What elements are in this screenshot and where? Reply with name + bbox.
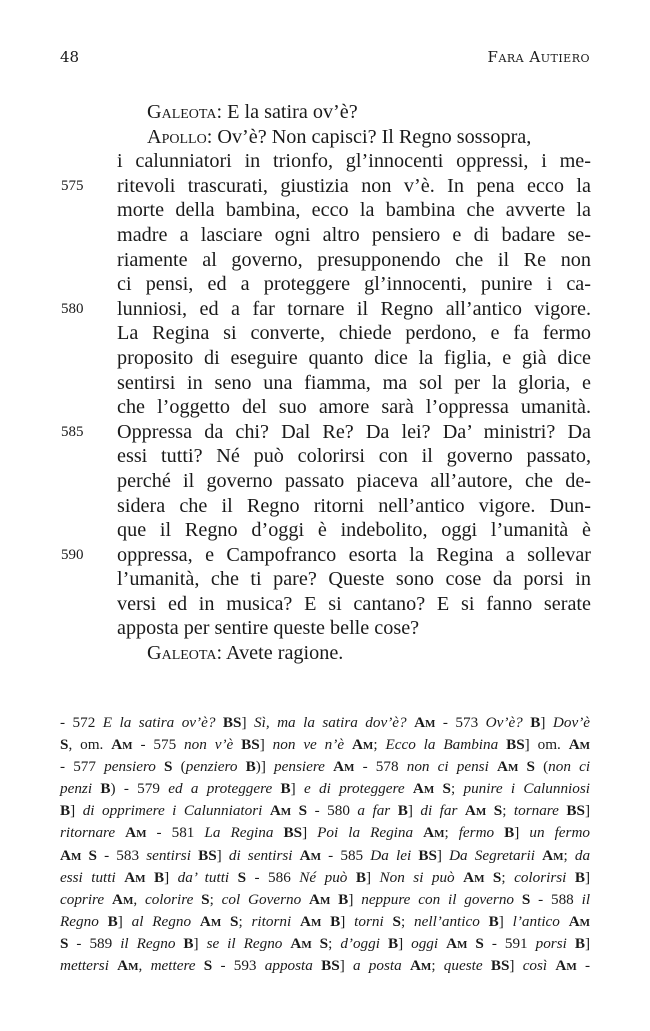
variant-reading: mettersi [60,957,109,975]
note-text: - 593 [212,957,265,975]
text-line: ci pensi, ed a proteggere gl’innocenti, punire i ca- [117,273,591,296]
apparatus-line [60,800,590,822]
note-text: ] [339,957,353,975]
note-text: - 583 [96,846,147,864]
text-line: riamente al governo, presupponendo che il Re non [117,248,591,271]
text-line [61,420,591,445]
text-line: sentirsi in seno una fiamma, ma sol per la gloria, e [117,371,591,394]
note-text: ; [502,802,514,820]
witness-siglum: BS [418,846,437,864]
variant-reading: torni [354,912,384,930]
line-text: : E la satira ov’è? [216,101,358,123]
text-line [117,125,591,150]
witness-siglum: Am [568,736,591,754]
note-text: - 591 [483,934,536,952]
text-line: sidera che il Regno ritorni nell’antico vigore. Dun- [117,494,591,517]
witness-siglum: S [203,957,213,975]
note-text: ] [164,868,178,886]
witness-siglum: Am [423,824,445,842]
lemma: queste [443,957,483,975]
lemma: non v’è [184,736,234,754]
note-text: ] om. [524,736,569,754]
witness-siglum: Am [351,736,374,754]
line-text: oppressa, e Campofranco esorta la Regina a sollevar [117,543,591,566]
lemma: non ci pensi [406,758,489,776]
witness-siglum: S [60,934,69,952]
lemma: apposta [264,957,313,975]
witness-siglum: BS [566,802,585,820]
note-text: - 585 [321,846,371,864]
witness-siglum: Am B [309,890,349,908]
text-line: apposta per sentire queste belle cose? [117,617,420,640]
note-text: - 581 [146,824,205,842]
text-line: morte della bambina, ecco la bambina che avverte la [117,199,591,222]
line-text: : Avete ragione. [216,642,344,665]
note-text: ; [238,912,252,930]
note-text: ] [584,802,591,820]
lemma: essi tutti [60,868,116,886]
witness-siglum: BS [283,824,303,842]
variant-reading: di opprimere i Calunniatori [82,802,263,820]
note-text: - 580 [307,802,358,820]
witness-siglum: Am S [446,934,484,952]
note-text: ] [216,846,229,864]
witness-siglum: Am [299,846,322,864]
line-number: 585 [61,423,84,440]
note-text: ; [450,780,464,798]
witness-siglum: B [280,780,291,798]
note-text: , [138,957,151,975]
apparatus-line [60,911,590,933]
variant-reading: se il Regno [206,934,283,952]
apparatus-line [60,933,590,955]
line-text: ritevoli trascurati, giustizia non v’è. In pena ecco la [117,174,591,197]
note-text: - 577 [60,758,105,776]
lemma: nell’antico [414,912,480,930]
variant-reading: l’antico [512,912,560,930]
line-text: Oppressa da chi? Dal Re? Da lei? Da’ ministri? Da [117,420,591,443]
witness-siglum: Am [111,890,134,908]
witness-siglum: B [574,868,586,886]
lemma: E la satira ov’è? [102,714,216,731]
text-line: essi tutti? Né può colorirsi con il governo passato, [117,445,591,468]
witness-siglum: BS [222,714,242,731]
witness-siglum: BS [241,736,260,754]
witness-siglum: B [107,912,118,930]
apparatus-line [60,756,590,778]
witness-siglum: Am S [199,912,239,930]
variant-reading: non ci [548,758,591,776]
witness-siglum: Am [111,736,133,754]
note-text: ; [501,868,515,886]
note-text: ] [398,934,412,952]
main-text [61,100,591,666]
variant-reading: al Regno [131,912,192,930]
variant-reading: così [522,957,548,975]
lemma: ritorni [251,912,292,930]
note-text: ] [340,912,355,930]
witness-siglum: BS [490,957,510,975]
variant-reading: colorire [144,890,194,908]
witness-siglum: B [488,912,499,930]
variant-reading: Sì, ma la satira dov’è? [254,714,407,731]
note-text: , [133,890,145,908]
page-number: 48 [60,48,80,66]
lemma: col Governo [221,890,302,908]
witness-siglum: Am S [412,780,451,798]
witness-siglum: Am S [464,802,503,820]
variant-reading: Poi la Regina [317,824,414,842]
variant-reading: un fermo [529,824,591,842]
note-text: ] [193,934,207,952]
line-number: 575 [61,177,84,194]
running-title: Fara Autiero [487,48,590,66]
variant-reading: penzi [60,780,93,798]
witness-siglum: S [392,912,401,930]
note-text: ; [328,934,341,952]
text-line: che l’oggetto del suo amore sarà l’oppressa umanità. [117,396,591,419]
witness-siglum: B [60,802,71,820]
note-text: ] [436,846,450,864]
apparatus-line [60,889,590,911]
line-number: 580 [61,300,84,317]
note-text: ] [302,824,318,842]
lemma: Ov’è? [485,714,523,731]
witness-siglum: Am B [124,868,165,886]
witness-siglum: Am S [463,868,502,886]
variant-reading: da’ tutti [177,868,230,886]
witness-siglum: Am [555,957,577,975]
note-text: ; [373,736,386,754]
lemma: colorirsi [514,868,567,886]
witness-siglum: S [60,736,69,754]
lemma: da [574,846,591,864]
note-text: ] [407,802,421,820]
note-text: ] [290,780,304,798]
variant-reading: e di proteggere [303,780,405,798]
text-line: madre a lasciare ogni altro pensiero e di badare se- [117,223,591,246]
speaker-name: Galeota [147,642,217,665]
variant-reading: Dov’è [552,714,591,731]
text-line [61,297,591,322]
witness-siglum: B [355,868,366,886]
variant-reading: di sentirsi [228,846,293,864]
note-text: - 575 [132,736,185,754]
apparatus-line [60,955,590,977]
note-text: ] [70,802,83,820]
apparatus-line [60,822,590,844]
note-text: - 573 [435,714,486,731]
variant-reading: ritornare [60,824,116,842]
witness-siglum: B [100,780,111,798]
note-text: )] [255,758,275,776]
witness-siglum: BS [198,846,217,864]
note-text: - 586 [246,868,300,886]
lemma: Ecco la Bambina [385,736,499,754]
witness-siglum: Am [333,758,355,776]
witness-siglum: B [387,934,399,952]
note-text: ; [444,824,459,842]
lemma: ed a proteggere [168,780,273,798]
witness-siglum: S [201,890,210,908]
text-line: perché il governo passato piaceva all’autore, che de- [117,469,591,492]
running-header [60,48,590,68]
lemma: Regno [60,912,99,930]
variant-reading: coprire [60,890,105,908]
lemma: Da lei [370,846,412,864]
witness-siglum: Am [568,912,591,930]
witness-siglum: S [164,758,173,776]
witness-siglum: B [504,824,515,842]
text-line: que il Regno d’oggi è indebolito, oggi l’umanità è [117,519,591,542]
note-text: ] [117,912,132,930]
note-text: - [576,957,591,975]
apparatus-line [60,712,590,734]
witness-siglum: B [245,758,256,776]
note-text: ] [514,824,530,842]
text-line [117,641,591,666]
variant-reading: Da Segretarii [449,846,535,864]
note-text: ] [366,868,380,886]
text-line [61,174,591,199]
note-text: - 572 [60,714,103,731]
note-text: ] [348,890,362,908]
lemma: porsi [535,934,567,952]
variant-reading: di far [420,802,458,820]
note-text: - 578 [354,758,407,776]
note-text: ] [540,714,553,731]
note-text: - 589 [68,934,121,952]
note-text: ) - 579 [110,780,169,798]
variant-reading: Non si può [379,868,455,886]
line-text: lunniosi, ed a far tornare il Regno all’antico vigore. [117,297,591,320]
witness-siglum: Am [414,714,436,731]
text-line [117,100,591,125]
note-text: , om. [68,736,112,754]
text-line: l’umanità, che ti pare? Queste sono cose da porsi in [117,568,591,591]
witness-siglum: Am S [496,758,535,776]
witness-siglum: B [397,802,408,820]
witness-siglum: Am S [290,934,329,952]
critical-apparatus [60,712,590,977]
witness-siglum: S [521,890,531,908]
witness-siglum: BS [321,957,340,975]
witness-siglum: Am [125,824,147,842]
apparatus-line [60,734,590,756]
note-text: - 588 [530,890,582,908]
note-text: ] [585,868,591,886]
variant-reading: mettere [150,957,196,975]
apparatus-line [60,845,590,867]
note-text: ( [534,758,549,776]
note-text: ] [241,714,254,731]
line-number: 590 [61,546,84,563]
lemma: punire i Calunniosi [463,780,590,798]
apparatus-line [60,778,590,800]
witness-siglum: B [574,934,585,952]
lemma: tornare [513,802,559,820]
note-text: ; [563,846,575,864]
note-text: ] [584,934,591,952]
witness-siglum: B [183,934,194,952]
witness-siglum: BS [506,736,525,754]
text-line [61,543,591,568]
text-line: versi ed in musica? E si cantano? E si fanno serate [117,592,591,615]
lemma: Né può [299,868,348,886]
lemma: il [581,890,591,908]
witness-siglum: Am B [300,912,341,930]
lemma: La Regina [204,824,274,842]
note-text: ; [431,957,444,975]
text-line: proposito di eseguire quanto dice la figlia, e già dice [117,346,591,369]
speaker-name: Apollo [147,125,207,148]
lemma: sentirsi [146,846,191,864]
note-text: ] [259,736,273,754]
note-text: ( [172,758,186,776]
witness-siglum: B [530,714,541,731]
note-text: ] [509,957,523,975]
witness-siglum: Am [542,846,564,864]
variant-reading: pensiere [274,758,325,776]
speaker-name: Galeota [147,101,217,123]
variant-reading: non ve n’è [272,736,345,754]
witness-siglum: Am [409,957,432,975]
lemma: fermo [458,824,495,842]
note-text: ; [209,890,222,908]
variant-reading: neppure con il governo [361,890,515,908]
lemma: a far [357,802,391,820]
text-line: La Regina si converte, chiede perdono, e fa fermo [117,322,591,345]
note-text: ; [400,912,415,930]
variant-reading: oggi [411,934,439,952]
lemma: d’oggi [340,934,380,952]
text-line: i calunniatori in trionfo, gl’innocenti oppressi, i me- [117,150,591,173]
lemma: il Regno [120,934,176,952]
apparatus-line [60,867,590,889]
line-text: : Ov’è? Non capisci? Il Regno sossopra, [206,125,532,148]
witness-siglum: Am S [60,846,97,864]
witness-siglum: S [237,868,247,886]
variant-reading: penziero [185,758,238,776]
variant-reading: a posta [352,957,402,975]
witness-siglum: Am [117,957,139,975]
witness-siglum: Am S [269,802,308,820]
lemma: pensiero [104,758,156,776]
note-text: ] [498,912,513,930]
